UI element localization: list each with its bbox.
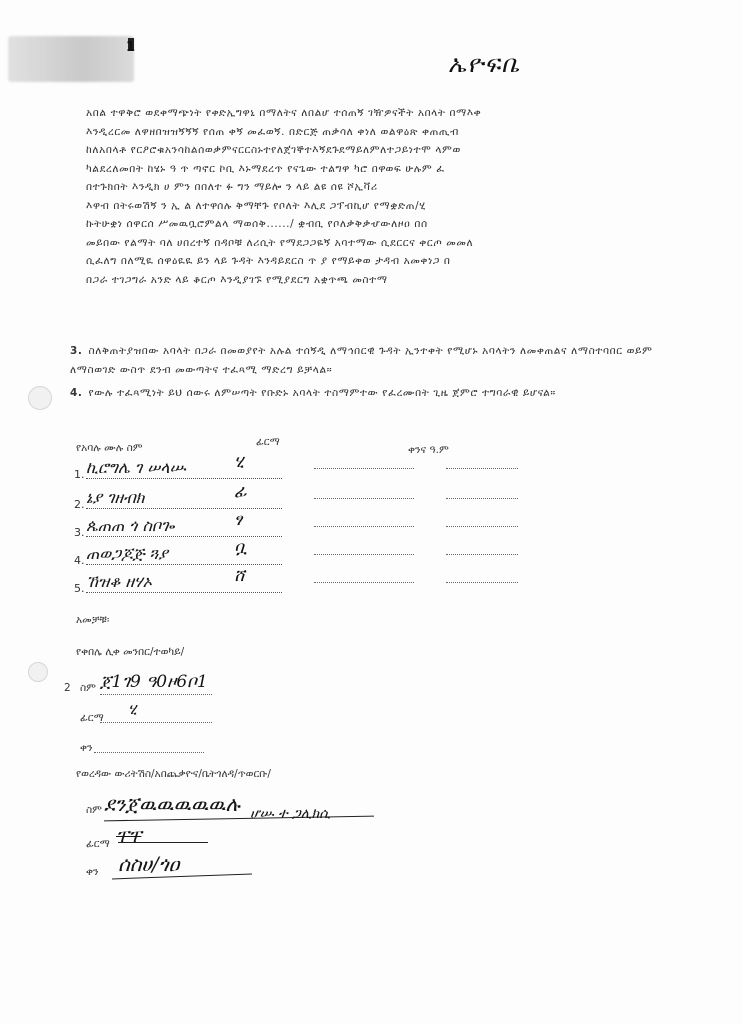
- member-signature: ቧ: [234, 538, 247, 558]
- woreda-name-label: ስም: [86, 804, 102, 816]
- blank-line: [446, 496, 518, 499]
- blank-line: [314, 466, 414, 469]
- member-row: [74, 566, 544, 595]
- member-index: 5.: [74, 582, 85, 595]
- handwriting-stroke: [118, 842, 208, 843]
- kebele-index: 2: [64, 682, 71, 694]
- member-name-line: [86, 478, 282, 479]
- member-name-line: [86, 536, 282, 537]
- kebele-name-value: ጀ1ገ9 ዓ0ዞ6ቦ1: [100, 672, 208, 692]
- blank-line: [446, 552, 518, 555]
- member-row: [74, 538, 544, 567]
- blank-line: [314, 580, 414, 583]
- intro-line: ካልደረለመበት ከሄኑ ዓ ጥ ጣኖር ኮቢ እኑማደረጥ የናጌው ተልግዋ ካሮ በዋወፍ ሁሉም ፈ: [86, 162, 445, 175]
- member-name: ኪሮግሌ ገ ሠላሡ: [86, 458, 186, 477]
- section-3-number: 3.: [70, 345, 83, 357]
- member-signature: ሸ: [234, 566, 245, 586]
- section-4-text: የውሉ ተፈጻሚነት ይህ ሰውሩ ለምሠጣት የቡድኑ አባላት ተስማምተው የፈረሙበት ጊዜ ጀምሮ ተግባራዊ ይሆናል።: [88, 387, 556, 399]
- woreda-sign-label: ፊርማ: [86, 838, 110, 850]
- member-index: 3.: [74, 526, 85, 539]
- section-4-number: 4.: [70, 387, 83, 399]
- blank-line: [314, 496, 414, 499]
- woreda-name-extra: ሆሡ ተ ጋሊክሲ: [250, 806, 331, 822]
- blank-line: [314, 524, 414, 527]
- woreda-date-label: ቀን: [86, 866, 99, 878]
- kebele-sign-line: [100, 720, 212, 723]
- kebele-date-line: [94, 750, 204, 753]
- kebele-date-label: ቀን: [80, 742, 93, 754]
- column-header-signature: ፊርማ: [256, 436, 280, 448]
- member-row: [74, 482, 544, 511]
- intro-line: አበል ተዋቅሮ ወደቀማጭነት የቀድኢግዋኒ በማለትና ለበልሆ ተሰጠኝ ገዥዎናችት አበላት በማእቀ: [86, 107, 482, 119]
- kebele-sign-value: ሂ: [128, 700, 137, 718]
- kebele-chair-label: የቀበሌ ሊቀ መንበር/ተወካይ/: [76, 646, 185, 658]
- blank-line: [446, 580, 518, 583]
- member-signature: ፊ: [234, 482, 247, 502]
- intro-line: እንዲረርመ ለዋዘበዝዝኝኝኝ የሰጠ ቀኝ መፈወኝ. በድርጅ ጠቃሳለ ቀነለ ወልዋዕጽ ቀጠጢብ: [86, 125, 459, 138]
- scan-smudge: [8, 36, 134, 82]
- member-signature: ሂ: [234, 452, 244, 472]
- member-name-line: [86, 508, 282, 509]
- member-name: ጴጠጠ ጎ ስቦጐ: [86, 516, 175, 535]
- intro-paragraph: [86, 104, 662, 289]
- member-name-line: [86, 592, 282, 593]
- intro-line: በተጉክበት እንዲክ ሀ ምን በበለተ ፉ ግን ማይሎ ን ላይ ልዩ ሰዩ ሾኢቫሪ: [86, 181, 378, 193]
- woreda-sign-value: ፐፐ: [116, 826, 142, 847]
- member-name: ኸዝቆ ዘሃኦ: [86, 572, 153, 591]
- kebele-name-label: ስም: [80, 682, 96, 694]
- blank-line: [446, 466, 518, 469]
- member-row: [74, 510, 544, 539]
- column-header-member-name: የአባሉ ሙሉ ስም: [76, 442, 143, 454]
- member-signature: ፃ: [234, 510, 243, 530]
- woreda-office-label: የወረዳው ውሪትሽስ/አበጨቃዮና/ቤትጎለዳ/ጥወርቡ/: [76, 768, 271, 780]
- member-index: 1.: [74, 468, 85, 481]
- intro-line: መይበው የልማት ባለ ሀበረተኝ በዳቦቹ ለሪሲት የማደጋጋዬኝ አባተማው ሲደርርና ቀርጦ መመለ: [86, 236, 474, 249]
- witnesses-heading: አመቻቹ፡: [76, 614, 110, 626]
- kebele-sign-label: ፊርማ: [80, 712, 104, 724]
- punch-hole: [28, 386, 52, 410]
- intro-line: ሲፈለግ በለሚዪ ሰዋዕዪዪ ይን ላይ ጉዳት እንዳይደርስ ጥ ያ የማይቀወ ታዳብ አመቀነጋ በ: [86, 255, 451, 267]
- column-header-date: ቀንና ዓ.ም: [408, 444, 449, 456]
- handwriting-stroke: [104, 816, 374, 822]
- kebele-name-line: [100, 692, 212, 695]
- blank-line: [314, 552, 414, 555]
- intro-line: ከለአበላቶ የርዖሮቁአንሳከልሰወቃምናርርስኑተየለጀገኞተእኝደጉደማይለምለተጋይነተሞ ላምወ: [86, 144, 461, 156]
- member-row: [74, 452, 544, 481]
- page-number: 1: [126, 40, 136, 55]
- member-name: ኔያ ገዘብክ: [86, 488, 145, 507]
- intro-line: ኩትሁቋነ ሰዋርሰ ሥመዉቧሮምልላ ማወሰቅ....../ ቋብቢ የቦለቃቅቃሇውለዞዐ በሰ: [86, 218, 428, 230]
- member-index: 2.: [74, 498, 85, 511]
- intro-line: በጋራ ተገጋግራ አንድ ላይ ቆርጦ እንዲያገኙ የሚያደርግ አቋጥጫ መስተማ: [86, 273, 388, 286]
- member-name: ጠወጋጆጅ ጓያ: [86, 544, 168, 563]
- member-index: 4.: [74, 554, 85, 567]
- punch-hole: [28, 662, 48, 682]
- woreda-name-value: ደንጀዉዉዉዉዉሉ: [104, 792, 240, 816]
- intro-line: እዋብ በትሩወሽኝ ን ኢ ል ለተዋሰሉ ቅማቸጉ የቦለት እሊደ ጋፕብኪሆ የማቋድጠ/ሂ: [86, 199, 426, 212]
- section-3: [70, 342, 670, 379]
- section-4: [70, 384, 670, 403]
- section-3-text: ስለቅጠትያዝበው አባላት በጋራ በመወያየት አሉል ተሰኝዲ ለማኅበርዊ ጉዳት ኢንተቀት የሚሆኑ አባላትን ለመቀጠልና ለማስተባበር ወይም ለማስወገድ ውስጥ ደንብ መውጣትና ተፈጻሚ ማድረግ ይቻላል።: [70, 345, 653, 376]
- woreda-date-value: ሰስሀ/ጎዐ: [118, 852, 180, 876]
- handwritten-header-note: ኤዮፍቤ: [448, 50, 521, 78]
- blank-line: [446, 524, 518, 527]
- member-name-line: [86, 564, 282, 565]
